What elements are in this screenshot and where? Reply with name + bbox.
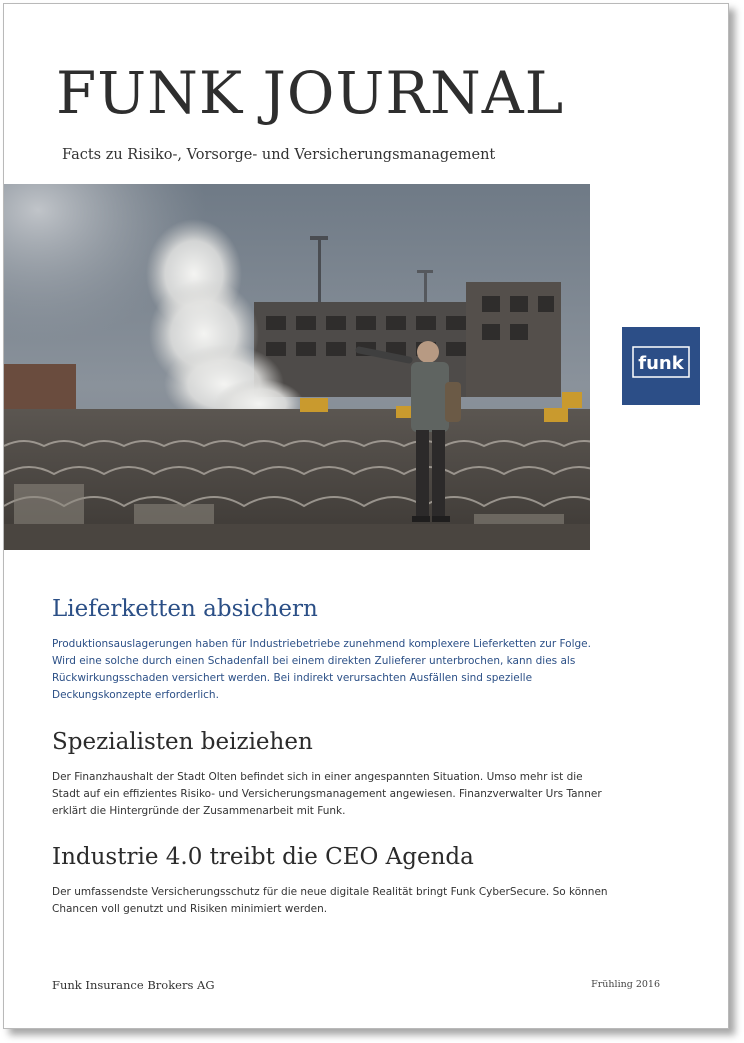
- article-body: Der Finanzhaushalt der Stadt Olten befindet sich in einer angespannten Situation. Umso mehr ist die Stadt auf ein effizientes Risiko- und Versicherungsmanagement angewiesen. Finanzverwalter Urs Tanner erklärt die Hintergründe der Zusammenarbeit mit Funk.: [52, 770, 602, 817]
- article-lieferketten: [52, 596, 612, 704]
- magazine-cover: [3, 3, 729, 1029]
- funk-logo-mark: [622, 327, 700, 405]
- cover-photo: [4, 184, 590, 550]
- article-headline: Spezialisten beiziehen: [52, 729, 313, 755]
- journal-subtitle: Facts zu Risiko-, Vorsorge- und Versicherungsmanagement: [62, 147, 496, 163]
- funk-logo: [622, 327, 700, 405]
- logo-text: funk: [638, 353, 684, 374]
- footer-edition: Frühling 2016: [591, 979, 660, 990]
- article-body: Produktionsauslagerungen haben für Industriebetriebe zunehmend komplexere Lieferketten zur Folge. Wird eine solche durch einen Schadenfall bei einem direkten Zulieferer unterbrochen, kann dies als Rückwirkungsschaden versichert werden. Bei indirekt verursachten Ausfällen sind spezielle Deckungskonzepte erforderlich.: [52, 637, 591, 701]
- article-body: Der umfassendste Versicherungsschutz für die neue digitale Realität bringt Funk CyberSecure. So können Chancen voll genutzt und Risiken minimiert werden.: [52, 885, 608, 915]
- footer-company: Funk Insurance Brokers AG: [52, 978, 215, 992]
- article-spezialisten: [52, 729, 612, 820]
- article-industrie: [52, 844, 612, 918]
- journal-title: FUNK JOURNAL: [56, 59, 565, 127]
- article-headline: Industrie 4.0 treibt die CEO Agenda: [52, 844, 474, 870]
- article-headline: Lieferketten absichern: [52, 596, 318, 622]
